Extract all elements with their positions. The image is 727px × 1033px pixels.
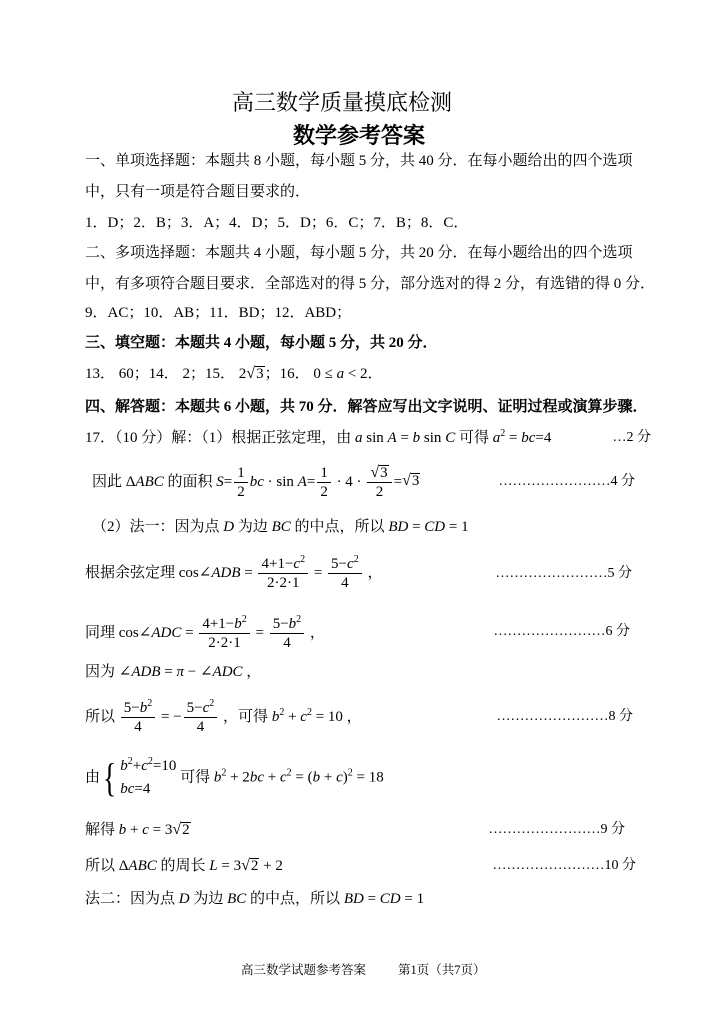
math-variable: bc: [120, 781, 135, 797]
math-text: 5−: [272, 615, 289, 632]
single-choice-instructions-line1: 一、单项选择题：本题共 8 小题，每小题 5 分，共 40 分．在每小题给出的四个选项: [85, 152, 633, 169]
math-exponent: 2: [353, 553, 359, 565]
fraction-denominator: 4: [341, 574, 349, 591]
cos-adb-content: [85, 555, 382, 592]
fraction-denominator: 4: [134, 718, 142, 735]
math-variable: c: [300, 708, 307, 725]
fraction: [234, 464, 248, 501]
perimeter-mid: 的周长: [156, 858, 210, 874]
angle-symbol: ∠: [118, 664, 132, 680]
q17-then-text: 可得: [455, 430, 493, 446]
math-exponent: 2: [306, 706, 312, 718]
math-variable: A: [297, 473, 307, 490]
math-exponent: 2: [147, 697, 153, 709]
math-variable: b: [120, 758, 128, 774]
math-variable: BC: [227, 891, 247, 907]
math-operator: =: [160, 664, 177, 680]
math-value: =4: [535, 430, 552, 446]
angle-symbol: ∠: [198, 564, 212, 581]
q16-answer-right: < 2: [344, 366, 368, 382]
cos-adb-line: [85, 548, 382, 598]
math-variable: b: [118, 822, 127, 838]
math-value: = 3: [217, 858, 242, 874]
q17-intro: 17．（10 分）解：（1）根据正弦定理，由: [85, 430, 356, 446]
fraction: [270, 615, 304, 652]
math-operator: +: [284, 708, 301, 725]
system-content: [85, 755, 384, 801]
q13-answer: 60: [118, 366, 134, 382]
math-exponent: 2: [127, 756, 133, 767]
fraction-denominator: 2: [375, 483, 384, 500]
fraction: [317, 464, 331, 501]
q17-part1-content: [85, 428, 551, 448]
math-variable: bc: [249, 473, 264, 490]
math-variable: c: [347, 555, 354, 572]
area-mid: 的面积: [163, 473, 217, 490]
sum-squares-pre: 所以: [85, 708, 119, 725]
method2-mid2: 的中点，所以: [246, 891, 344, 907]
radical-sign: √: [241, 857, 250, 874]
method1-mid2: 的中点，所以: [290, 519, 389, 535]
math-variable: b: [271, 708, 280, 725]
radical-sign: √: [370, 463, 380, 481]
method1-line: [92, 507, 469, 547]
fraction-numerator: [184, 699, 218, 718]
method2-mid1: 为边: [189, 891, 228, 907]
math-operator: = −: [157, 708, 182, 725]
radical-sign: √: [402, 472, 411, 490]
math-variable: BD: [343, 891, 364, 907]
q15-answer-sqrt: [246, 366, 264, 382]
fraction-numerator: [199, 615, 249, 634]
math-variable: ADB: [131, 664, 161, 680]
footer-page-number: 第1页（共7页）: [398, 963, 486, 977]
fraction: [199, 615, 249, 652]
cos-adc-line: [85, 608, 325, 658]
radical-sign: √: [172, 821, 182, 838]
math-variable: L: [209, 858, 218, 874]
sum-squares-line: [85, 692, 362, 742]
math-exponent: 2: [147, 756, 153, 767]
fraction-numerator: [258, 555, 308, 574]
math-product: · 4 ·: [332, 473, 366, 490]
angle-symbol: ∠: [199, 664, 213, 680]
cos-adb-score: ……………………5 分: [495, 566, 632, 581]
math-operator: +: [132, 758, 142, 774]
math-exponent: 2: [241, 613, 247, 625]
fraction-denominator: 4: [283, 634, 291, 651]
math-variable: c: [279, 769, 287, 786]
multi-choice-answers: 9．AC；10．AB；11．BD；12．ABD；: [85, 304, 352, 321]
angle-relation-line: [85, 652, 261, 692]
document-title: 高三数学质量摸底检测: [232, 89, 453, 115]
method1-pre: （2）法一：因为点: [92, 519, 224, 535]
delta-symbol: Δ: [118, 858, 129, 874]
math-exponent: 2: [296, 613, 302, 625]
math-variable: bc: [521, 430, 536, 446]
radical-sign: √: [246, 365, 256, 382]
cos-adb-pre: 根据余弦定理: [85, 564, 179, 581]
fraction: [328, 555, 362, 592]
sum-squares-content: [85, 699, 362, 736]
cos-adc-score: ……………………6 分: [493, 624, 630, 639]
math-variable: A: [387, 430, 397, 446]
math-variable: a: [355, 430, 363, 446]
math-value: = 3: [148, 822, 173, 838]
math-operator: =: [408, 519, 425, 535]
pi-symbol: π: [176, 664, 184, 680]
sum-squares-score: ……………………8 分: [496, 709, 633, 724]
fraction: [121, 699, 155, 736]
math-variable: b: [234, 615, 242, 632]
math-variable: D: [223, 519, 235, 535]
math-exponent: 2: [286, 767, 292, 779]
system-then: 可得: [176, 769, 214, 786]
area-line: [92, 457, 420, 507]
method1-mid1: 为边: [234, 519, 272, 535]
single-choice-instructions-line2: 中，只有一项是符合题目要求的．: [85, 183, 311, 200]
perimeter-content: [85, 856, 283, 876]
radicand: 2: [182, 822, 190, 838]
document-subtitle: 数学参考答案: [293, 122, 426, 148]
solutions-heading: 四、解答题：本题共 6 小题，共 70 分．解答应写出文字说明、证明过程或演算步骤．: [85, 398, 648, 415]
fill-blank-answers-content: [85, 364, 383, 384]
equation-row-2: [120, 778, 176, 801]
math-operator: =: [240, 564, 257, 581]
math-function: sin: [420, 430, 446, 446]
area-score: ……………………4 分: [498, 474, 635, 489]
cos-adc-content: [85, 615, 325, 652]
math-variable: ADC: [212, 664, 243, 680]
math-operator: + 2: [226, 769, 250, 786]
radicand: 3: [411, 473, 420, 490]
bc-sum-pre: 解得: [85, 822, 119, 838]
math-variable: c: [202, 699, 210, 716]
area-pre: 因此: [92, 473, 126, 490]
math-exponent: 2: [209, 697, 215, 709]
math-function: · sin: [263, 473, 298, 490]
math-variable: CD: [379, 891, 401, 907]
math-variable: c: [141, 758, 148, 774]
q14-answer: 2: [182, 366, 191, 382]
angle-relation-post: ，: [242, 664, 262, 680]
q14-label: ；14．: [133, 366, 183, 382]
method2-pre: 法二：因为点: [85, 891, 179, 907]
cos-adc-pre: 同理: [85, 624, 119, 641]
fill-blank-heading: 三、填空题：本题共 4 小题，每小题 5 分，共 20 分．: [85, 334, 438, 351]
q17-part1-score: …2 分: [612, 430, 651, 445]
math-variable: c: [142, 822, 149, 838]
sqrt: [402, 473, 420, 489]
math-variable: bc: [249, 769, 264, 786]
math-text: 4+1−: [261, 555, 294, 572]
math-exponent: 2: [279, 706, 285, 718]
q16-answer-left: 0 ≤: [313, 366, 337, 382]
sum-squares-then: ，可得: [219, 708, 272, 725]
math-variable: a: [492, 430, 501, 446]
math-variable: b: [213, 769, 222, 786]
math-variable: b: [288, 615, 297, 632]
math-variable: ABC: [128, 858, 157, 874]
math-variable: D: [178, 891, 190, 907]
math-exponent: 2: [221, 767, 227, 779]
math-operator: = (: [291, 769, 313, 786]
math-operator: =: [505, 430, 522, 446]
equation-rows: [120, 755, 176, 801]
method2-line: [85, 879, 424, 919]
multi-choice-instructions-line1: 二、多项选择题：本题共 4 小题，每小题 5 分，共 20 分．在每小题给出的四个选项: [85, 244, 633, 261]
q15-answer-coefficient: 2: [238, 366, 247, 382]
radicand: 3: [380, 464, 388, 481]
multi-choice-instructions-line2: 中，有多项符合题目要求．全部选对的得 5 分，部分选对的得 2 分，有选错的得 0 分．: [85, 275, 656, 292]
fraction-numerator: [121, 699, 155, 718]
radicand: 3: [256, 366, 264, 382]
math-operator: +: [126, 822, 143, 838]
math-variable: b: [139, 699, 148, 716]
math-function: sin: [362, 430, 388, 446]
math-exponent: 2: [347, 767, 353, 779]
math-operator: =: [363, 891, 380, 907]
perimeter-score: ……………………10 分: [492, 858, 636, 873]
brace-symbol: {: [102, 755, 117, 800]
delta-symbol: Δ: [125, 473, 136, 490]
math-variable: CD: [424, 519, 446, 535]
perimeter-pre: 所以: [85, 858, 119, 874]
math-variable: BD: [388, 519, 409, 535]
math-text: 5−: [331, 555, 348, 572]
area-content: [92, 464, 420, 501]
math-operator: =: [445, 519, 462, 535]
fraction-numerator: [328, 555, 362, 574]
fraction-numerator: 1: [317, 464, 331, 483]
angle-relation-content: [85, 662, 261, 682]
math-variable: S: [216, 473, 224, 490]
math-value: = 10 ，: [311, 708, 362, 725]
fraction: [258, 555, 308, 592]
math-value: + 2: [259, 858, 283, 874]
math-operator: =: [181, 624, 198, 641]
fraction-numerator: [367, 464, 391, 483]
angle-relation-pre: 因为: [85, 664, 119, 680]
bc-sum-score: ……………………9 分: [488, 822, 625, 837]
angle-symbol: ∠: [138, 624, 152, 641]
math-operator: =: [310, 564, 327, 581]
sqrt: [241, 858, 259, 874]
sqrt: [172, 822, 190, 838]
math-function: cos: [178, 564, 199, 581]
q13-label: 13．: [85, 366, 119, 382]
sqrt: [370, 465, 388, 481]
math-variable: b: [312, 769, 321, 786]
math-operator: =: [393, 473, 403, 490]
fraction-denominator: 2: [237, 483, 245, 500]
method2-content: [85, 889, 424, 909]
math-operator: +: [320, 769, 337, 786]
math-operator: −: [184, 664, 200, 680]
fraction-numerator: [270, 615, 304, 634]
math-exponent: 2: [500, 428, 506, 439]
math-operator: +: [263, 769, 280, 786]
system-line: [85, 748, 384, 808]
math-operator: =: [223, 473, 233, 490]
fraction-denominator: 2·2·1: [208, 634, 241, 651]
math-variable: ADB: [211, 564, 241, 581]
math-value: 1: [461, 519, 469, 535]
cos-adb-post: ，: [363, 564, 383, 581]
math-value: =4: [134, 781, 151, 797]
bc-sum-content: [85, 820, 191, 840]
footer-title: 高三数学试题参考答案: [241, 963, 367, 977]
q16-label: ；16．: [264, 366, 314, 382]
math-operator: =: [400, 891, 417, 907]
math-variable: BC: [271, 519, 291, 535]
q17-part1-line: [85, 418, 551, 458]
q15-label: ；15．: [190, 366, 239, 382]
math-variable: c: [336, 769, 343, 786]
math-text: 5−: [186, 699, 203, 716]
radicand: 2: [250, 858, 259, 874]
math-variable: ADC: [151, 624, 182, 641]
math-operator: ): [342, 769, 348, 786]
single-choice-answers: 1．D；2．B；3．A；4．D；5．D；6．C；7．B；8．C．: [85, 214, 469, 231]
math-text: 4+1−: [202, 615, 235, 632]
math-value: 1: [416, 891, 425, 907]
fraction-numerator: 1: [234, 464, 248, 483]
equation-row-1: [120, 755, 176, 778]
fraction: [367, 464, 391, 501]
fraction-denominator: 2·2·1: [267, 574, 300, 591]
math-variable: b: [412, 430, 421, 446]
math-variable: c: [293, 555, 301, 572]
math-value: =10: [152, 758, 177, 774]
math-operator: =: [251, 624, 268, 641]
equation-system: [100, 755, 176, 801]
math-operator: =: [306, 473, 316, 490]
math-variable: ABC: [135, 473, 164, 490]
cos-adc-post: ，: [306, 624, 325, 641]
fraction-denominator: 2: [320, 483, 328, 500]
math-text: 5−: [123, 699, 140, 716]
fraction: [184, 699, 218, 736]
method1-content: [92, 517, 469, 537]
system-pre: 由: [85, 769, 101, 786]
math-variable: C: [445, 430, 456, 446]
math-operator: =: [396, 430, 413, 446]
math-function: cos: [118, 624, 139, 641]
q16-answer-variable: a: [336, 366, 345, 382]
math-exponent: 2: [300, 553, 306, 565]
bc-sum-line: [85, 810, 191, 850]
q16-end: ．: [367, 366, 383, 382]
fraction-denominator: 4: [196, 718, 205, 735]
math-value: = 18: [352, 769, 384, 786]
